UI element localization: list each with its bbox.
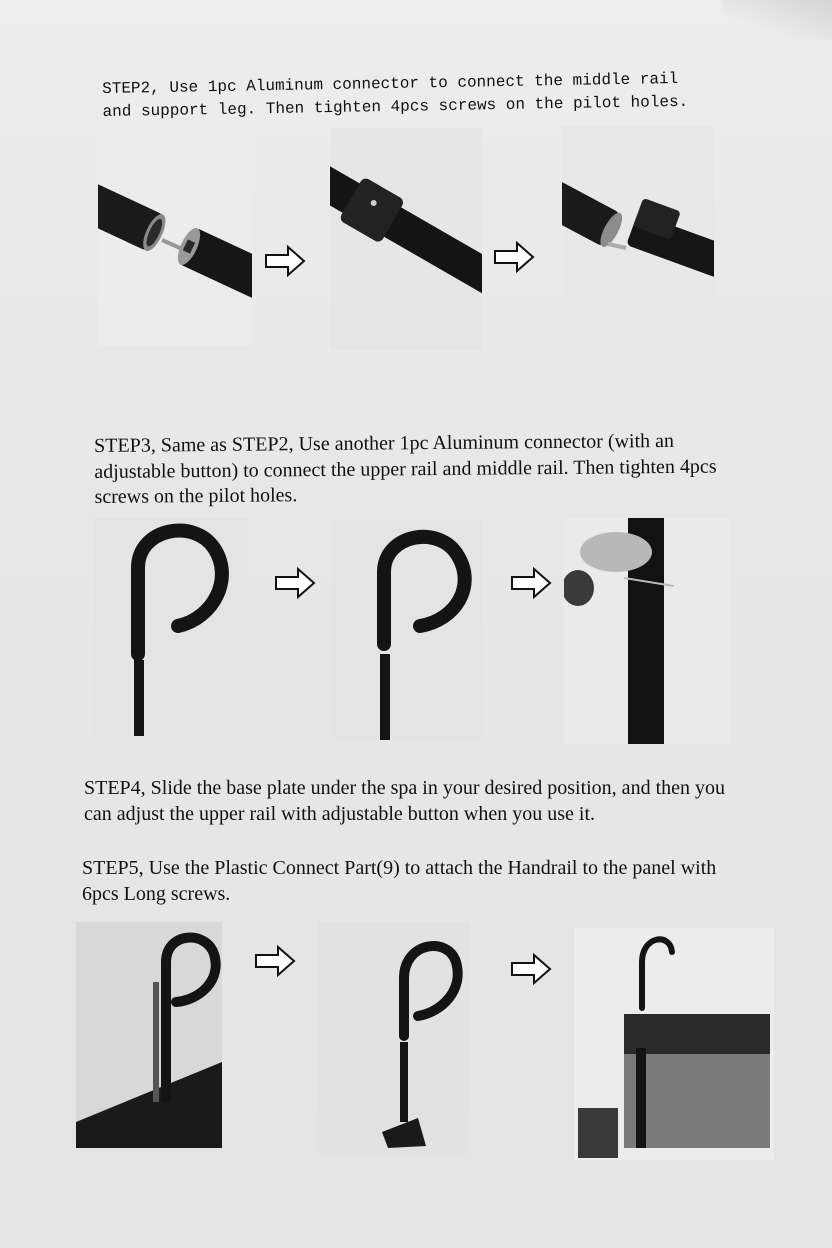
step5-photo-1 xyxy=(76,922,222,1148)
step2-photo-1 xyxy=(98,130,252,346)
step3-photo-1 xyxy=(94,518,248,736)
step2-instructions: STEP2, Use 1pc Aluminum connector to connect the middle rail and support leg. Then tighten 4pcs screws on the pilot holes. xyxy=(102,69,689,122)
right-arrow-icon xyxy=(510,566,552,600)
step5-photo-3 xyxy=(574,928,774,1160)
step3-photo-2 xyxy=(332,520,482,740)
step3-photo-3 xyxy=(564,518,730,744)
step4-instructions: STEP4, Slide the base plate under the spa in your desired position, and then you can adjust the upper rail with adjustable button when you use it. xyxy=(84,777,725,825)
right-arrow-icon xyxy=(254,944,296,978)
right-arrow-icon xyxy=(493,240,535,274)
step2-photo-3 xyxy=(562,126,714,346)
step5-instructions: STEP5, Use the Plastic Connect Part(9) to attach the Handrail to the panel with 6pcs Long screws. xyxy=(82,857,717,905)
step5-photo-2 xyxy=(318,922,470,1154)
right-arrow-icon xyxy=(510,952,552,986)
step3-instructions: STEP3, Same as STEP2, Use another 1pc Aluminum connector (with an adjustable button) to connect the upper rail and middle rail. Then tighten 4pcs screws on the pilot holes. xyxy=(94,429,717,509)
right-arrow-icon xyxy=(274,566,316,600)
step2-photo-2 xyxy=(330,128,482,350)
page-corner-shadow xyxy=(722,0,832,40)
right-arrow-icon xyxy=(264,244,306,278)
